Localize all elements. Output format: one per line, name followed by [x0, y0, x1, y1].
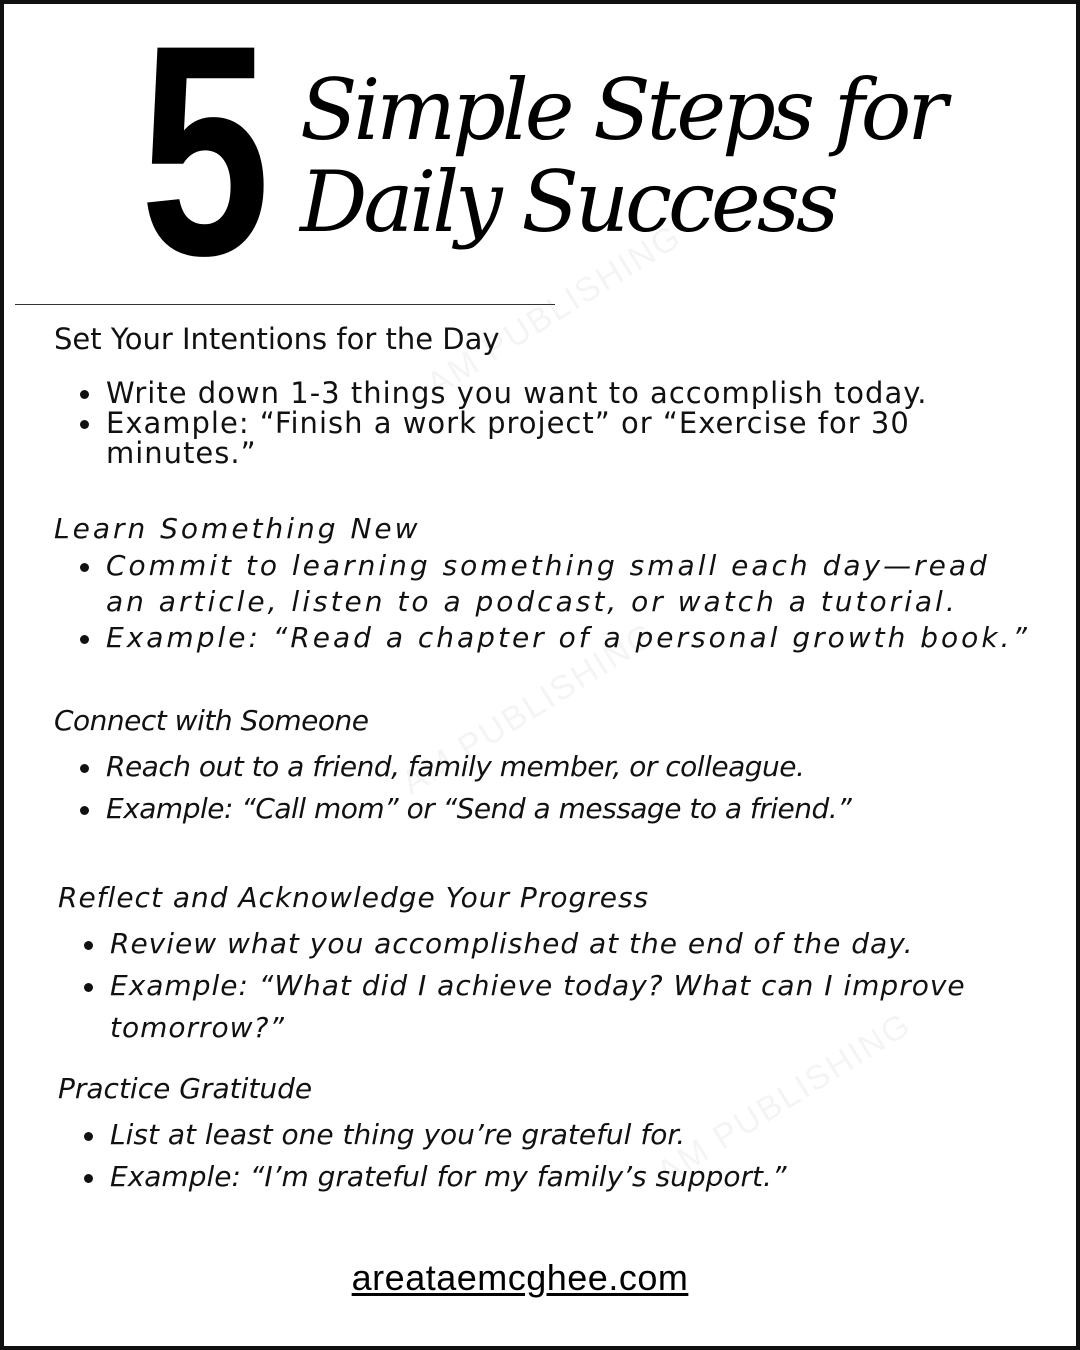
list-item-text: Example: “Call mom” or “Send a message to a friend.”	[106, 792, 852, 825]
section-heading: Learn Something New	[54, 512, 421, 545]
bullet-icon	[80, 390, 89, 399]
list-item-text: Example: “What did I achieve today? What can I improve tomorrow?”	[110, 969, 966, 1044]
bullet-icon	[84, 941, 93, 950]
bullet-icon	[80, 806, 89, 815]
bullet-list	[54, 548, 1034, 656]
list-item-text: Commit to learning something small each day—read an article, listen to a podcast, or watch a tutorial.	[106, 549, 990, 618]
section-heading: Reflect and Acknowledge Your Progress	[58, 881, 650, 914]
section-heading: Connect with Someone	[54, 704, 369, 737]
section-reflect-progress	[58, 881, 1038, 1049]
list-item	[58, 1114, 1038, 1156]
bullet-icon	[80, 635, 89, 644]
list-item-text: Write down 1-3 things you want to accomplish today.	[106, 376, 928, 410]
bullet-icon	[80, 563, 89, 572]
divider	[15, 304, 555, 305]
title-line-1: Simple Steps for	[300, 61, 944, 159]
bullet-icon	[84, 983, 93, 992]
big-number-five: 5	[140, 0, 271, 318]
section-practice-gratitude	[58, 1072, 1038, 1198]
list-item	[54, 378, 1034, 408]
section-learn-something-new	[54, 512, 1034, 656]
list-item	[54, 788, 1034, 830]
list-item-text: List at least one thing you’re grateful for.	[110, 1118, 686, 1151]
title-line-2: Daily Success	[300, 153, 835, 251]
section-heading: Practice Gratitude	[58, 1072, 313, 1105]
bullet-icon	[84, 1174, 93, 1183]
section-heading: Set Your Intentions for the Day	[54, 322, 500, 356]
list-item-text: Review what you accomplished at the end of the day.	[110, 927, 914, 960]
list-item	[58, 1156, 1038, 1198]
bullet-list	[58, 1114, 1038, 1198]
bullet-list	[58, 923, 1038, 1049]
list-item	[58, 923, 1038, 965]
list-item-text: Example: “I’m grateful for my family’s support.”	[110, 1160, 787, 1193]
bullet-list	[54, 746, 1034, 830]
bullet-icon	[84, 1132, 93, 1141]
list-item	[58, 965, 1038, 1049]
section-connect-with-someone	[54, 704, 1034, 830]
website-link[interactable]: areataemcghee.com	[351, 1257, 689, 1298]
page-title	[300, 61, 1060, 251]
list-item	[54, 408, 1034, 468]
list-item	[54, 746, 1034, 788]
list-item	[54, 620, 1034, 656]
list-item-text: Example: “Read a chapter of a personal growth book.”	[106, 621, 1030, 654]
bullet-icon	[80, 764, 89, 773]
bullet-list	[54, 378, 1034, 468]
list-item-text: Reach out to a friend, family member, or colleague.	[106, 750, 805, 783]
list-item-text: Example: “Finish a work project” or “Exercise for 30 minutes.”	[106, 406, 910, 470]
list-item	[54, 548, 1034, 620]
section-set-intentions	[54, 322, 1034, 468]
bullet-icon	[80, 420, 89, 429]
